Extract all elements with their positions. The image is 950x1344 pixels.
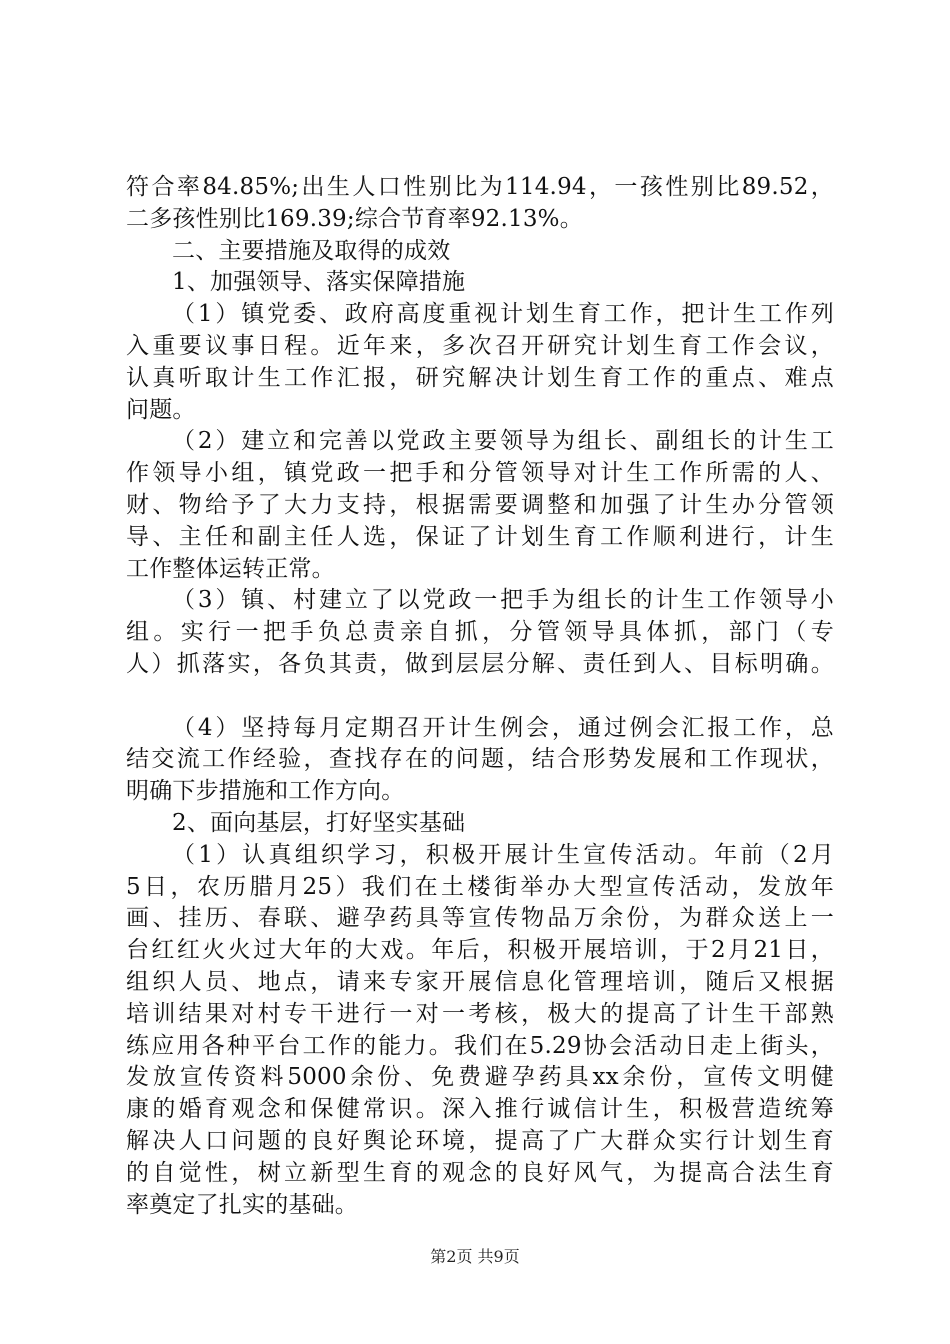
text-line: 工作整体运转正常。 xyxy=(126,555,335,582)
text-line: 发放宣传资料5000余份、免费避孕药具xx余份，宣传文明健 xyxy=(126,1064,834,1091)
text-line: 率奠定了扎实的基础。 xyxy=(126,1191,358,1218)
text-line: 台红红火火过大年的大戏。年后，积极开展培训，于2月21日， xyxy=(126,937,834,964)
text-line: 人）抓落实，各负其责，做到层层分解、责任到人、目标明确。 xyxy=(126,650,834,677)
document-body xyxy=(126,172,834,1221)
subsection-heading: 2、面向基层，打好坚实基础 xyxy=(172,809,466,836)
text-line: 组织人员、地点，请来专家开展信息化管理培训，随后又根据 xyxy=(126,968,834,995)
text-line: 作领导小组，镇党政一把手和分管领导对计生工作所需的人、 xyxy=(126,460,834,487)
text-line: 组。实行一把手负总责亲自抓，分管领导具体抓，部门（专 xyxy=(126,619,834,646)
text-line: 解决人口问题的良好舆论环境，提高了广大群众实行计划生育 xyxy=(126,1127,834,1154)
subsection-heading: 1、加强领导、落实保障措施 xyxy=(172,269,466,296)
text-line: 导、主任和副主任人选，保证了计划生育工作顺利进行，计生 xyxy=(126,523,834,550)
text-line: 符合率84.85%;出生人口性别比为114.94，一孩性别比89.52， xyxy=(126,174,834,200)
text-line: （1）认真组织学习，积极开展计生宣传活动。年前（2月 xyxy=(172,841,834,868)
section-heading: 二、主要措施及取得的成效 xyxy=(172,237,451,264)
text-line: （3）镇、村建立了以党政一把手为组长的计生工作领导小 xyxy=(172,587,834,614)
text-line: （4）坚持每月定期召开计生例会，通过例会汇报工作，总 xyxy=(172,714,834,741)
text-line: （2）建立和完善以党政主要领导为组长、副组长的计生工 xyxy=(172,428,834,455)
text-line: 财、物给予了大力支持，根据需要调整和加强了计生办分管领 xyxy=(126,491,834,518)
text-line: 5日，农历腊月25）我们在土楼街举办大型宣传活动，发放年 xyxy=(126,873,834,900)
text-line: 康的婚育观念和保健常识。深入推行诚信计生，积极营造统筹 xyxy=(126,1096,834,1123)
text-line: 画、挂历、春联、避孕药具等宣传物品万余份，为群众送上一 xyxy=(126,905,834,932)
page-number-footer: 第2页 共9页 xyxy=(430,1247,520,1266)
text-line: 问题。 xyxy=(126,396,196,423)
text-line: 明确下步措施和工作方向。 xyxy=(126,778,405,805)
text-line: 认真听取计生工作汇报，研究解决计划生育工作的重点、难点 xyxy=(126,364,834,391)
blank-line xyxy=(126,681,834,713)
text-line: 练应用各种平台工作的能力。我们在5.29协会活动日走上街头， xyxy=(126,1032,834,1059)
text-line: 二多孩性别比169.39;综合节育率92.13%。 xyxy=(126,205,583,232)
text-line: （1）镇党委、政府高度重视计划生育工作，把计生工作列 xyxy=(172,301,834,328)
text-line: 入重要议事日程。近年来，多次召开研究计划生育工作会议， xyxy=(126,332,834,359)
text-line: 结交流工作经验，查找存在的问题，结合形势发展和工作现状， xyxy=(126,746,834,773)
text-line: 的自觉性，树立新型生育的观念的良好风气，为提高合法生育 xyxy=(126,1159,834,1186)
text-line: 培训结果对村专干进行一对一考核，极大的提高了计生干部熟 xyxy=(126,1000,834,1027)
